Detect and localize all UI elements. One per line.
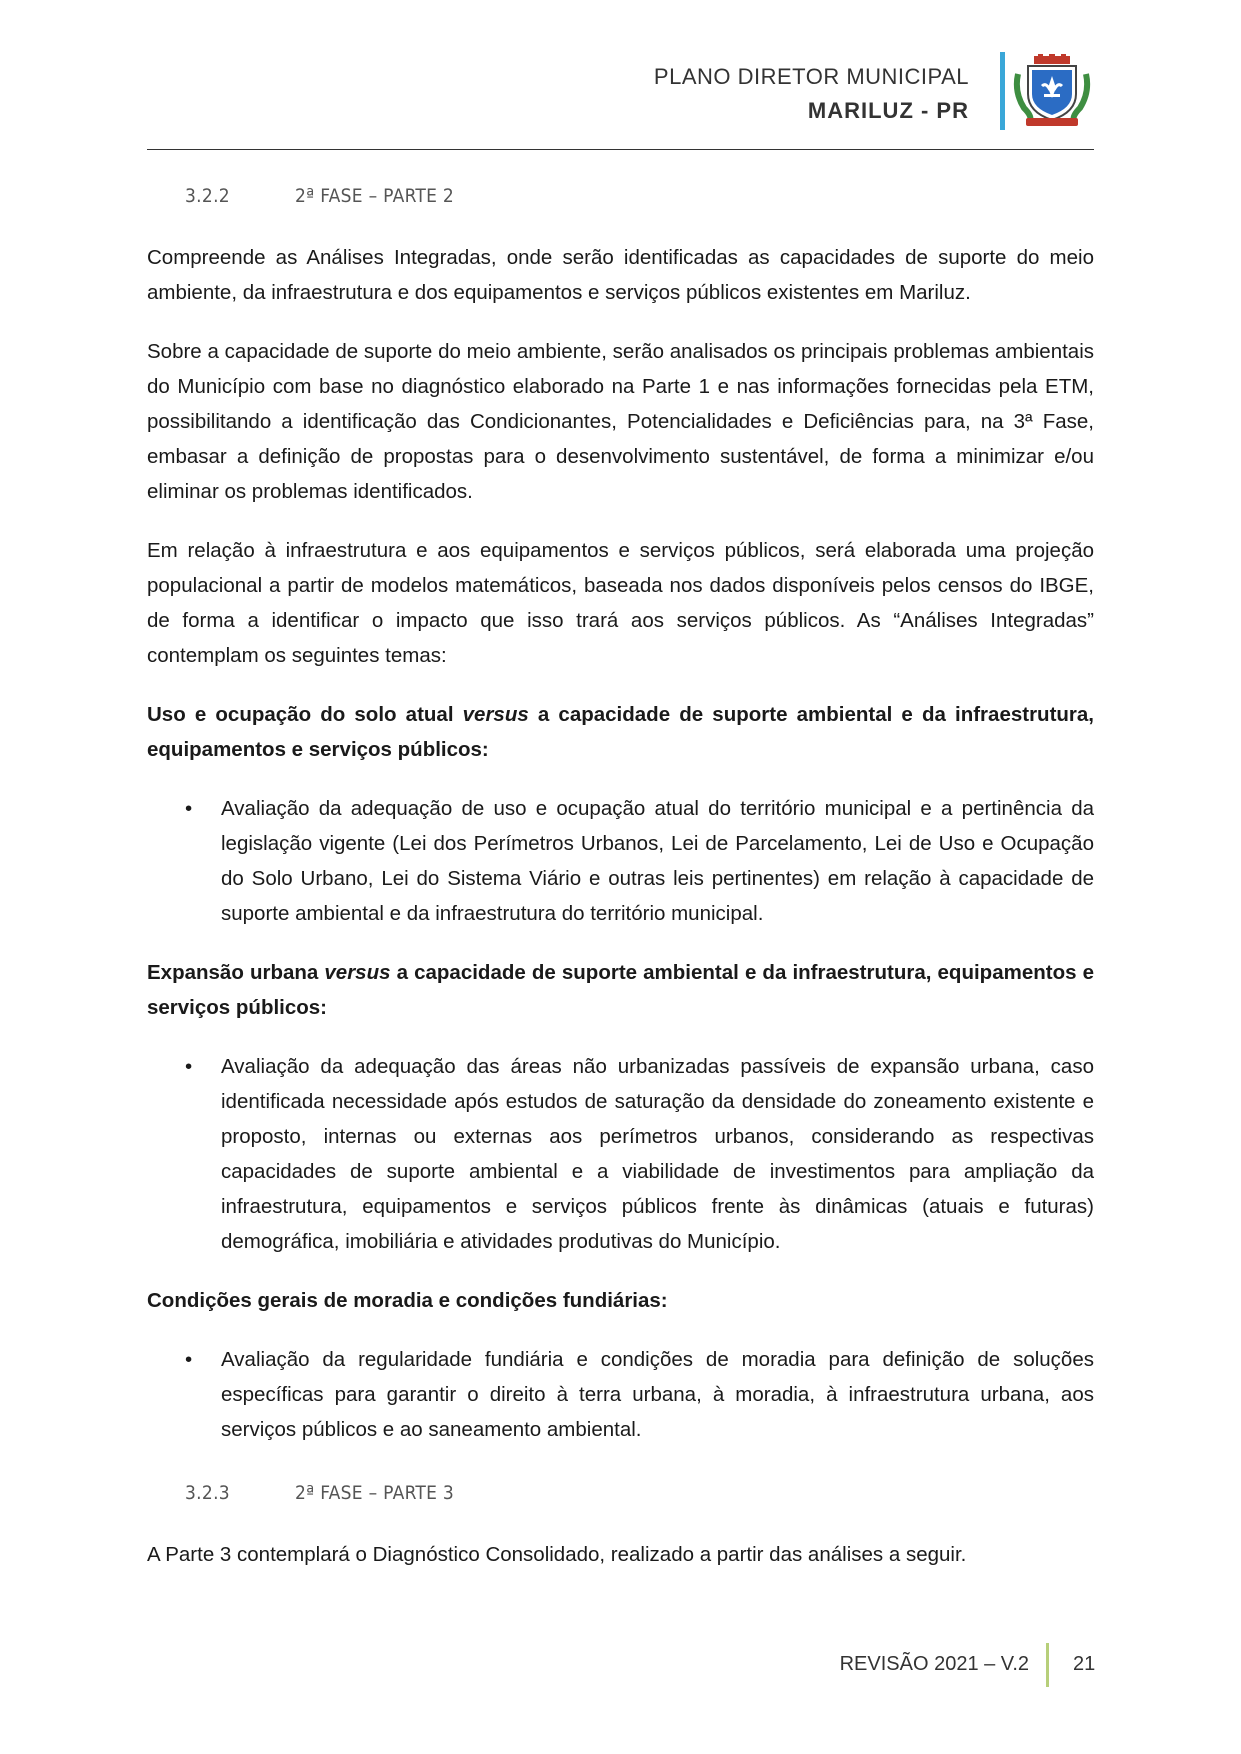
footer-accent-bar xyxy=(1046,1643,1049,1687)
section-heading-3-2-2 xyxy=(185,176,1094,216)
page-footer xyxy=(0,1643,1241,1689)
paragraph: Compreende as Análises Integradas, onde serão identificadas as capacidades de suporte do meio ambiente, da infraestrutura e dos equipamentos e serviços públicos existentes em Mariluz. xyxy=(147,246,1094,304)
section-number: 3.2.3 xyxy=(185,1482,230,1504)
header-plan-title: PLANO DIRETOR MUNICIPAL xyxy=(653,64,969,89)
topic-heading: Expansão urbana versus a capacidade de suporte ambiental e da infraestrutura, equipamentos e serviços públicos: xyxy=(147,961,1094,1019)
section-title: 2ª FASE – PARTE 3 xyxy=(295,1482,455,1504)
bullet-list xyxy=(147,1049,1094,1259)
section-title: 2ª FASE – PARTE 2 xyxy=(295,185,455,207)
header-accent-bar xyxy=(1000,52,1005,130)
list-item-text: Avaliação da adequação das áreas não urbanizadas passíveis de expansão urbana, caso identificada necessidade após estudos de saturação da densidade do zoneamento existente e proposto, internas ou externas aos perímetros urbanos, considerando as respectivas capacidades de suporte ambiental e a viabilidade de investimentos para ampliação da infraestrutura, equipamentos e serviços públicos frente às dinâmicas (atuais e futuras) demográfica, imobiliária e atividades produtivas do Município. xyxy=(221,1055,1094,1253)
header-municipality: MARILUZ - PR xyxy=(807,98,969,123)
list-item xyxy=(147,1342,1094,1447)
list-item-text: Avaliação da regularidade fundiária e condições de moradia para definição de soluções específicas para garantir o direito à terra urbana, à moradia, à infraestrutura urbana, aos serviços públicos e ao saneamento ambiental. xyxy=(221,1348,1094,1441)
list-item xyxy=(147,791,1094,931)
list-item xyxy=(147,1049,1094,1259)
topic-heading: Condições gerais de moradia e condições fundiárias: xyxy=(147,1289,668,1312)
paragraph: Sobre a capacidade de suporte do meio ambiente, serão analisados os principais problemas ambientais do Município com base no diagnóstico elaborado na Parte 1 e nas informações fornecidas pela ETM, possibilitando a identificação das Condicionantes, Potencialidades e Deficiências para, na 3ª Fase, embasar a definição de propostas para o desenvolvimento sustentável, de forma a minimizar e/ou eliminar os problemas identificados. xyxy=(147,340,1094,503)
paragraph: A Parte 3 contemplará o Diagnóstico Consolidado, realizado a partir das análises a seguir. xyxy=(147,1543,967,1566)
bullet-list xyxy=(147,791,1094,931)
bullet-list xyxy=(147,1342,1094,1447)
paragraph: Em relação à infraestrutura e aos equipamentos e serviços públicos, será elaborada uma projeção populacional a partir de modelos matemáticos, baseada nos dados disponíveis pelos censos do IBGE, de forma a identificar o impacto que isso trará aos serviços públicos. As “Análises Integradas” contemplam os seguintes temas: xyxy=(147,539,1094,667)
municipal-coat-of-arms-icon xyxy=(1012,54,1092,130)
list-item-text: Avaliação da adequação de uso e ocupação atual do território municipal e a pertinência da legislação vigente (Lei dos Perímetros Urbanos, Lei de Parcelamento, Lei de Uso e Ocupação do Solo Urbano, Lei do Sistema Viário e outras leis pertinentes) em relação à capacidade de suporte ambiental e da infraestrutura do território municipal. xyxy=(221,797,1094,925)
bullet-icon: • xyxy=(185,797,193,820)
document-header xyxy=(654,62,969,126)
page-content xyxy=(147,176,1094,1572)
revision-label: REVISÃO 2021 – V.2 xyxy=(839,1653,1029,1675)
bullet-icon: • xyxy=(185,1055,193,1078)
section-number: 3.2.2 xyxy=(185,185,230,207)
header-divider xyxy=(147,149,1094,150)
page-number: 21 xyxy=(1073,1653,1096,1675)
topic-heading: Uso e ocupação do solo atual versus a capacidade de suporte ambiental e da infraestrutura, equipamentos e serviços públicos: xyxy=(147,703,1094,761)
bullet-icon: • xyxy=(185,1348,193,1371)
section-heading-3-2-3 xyxy=(185,1473,1094,1513)
